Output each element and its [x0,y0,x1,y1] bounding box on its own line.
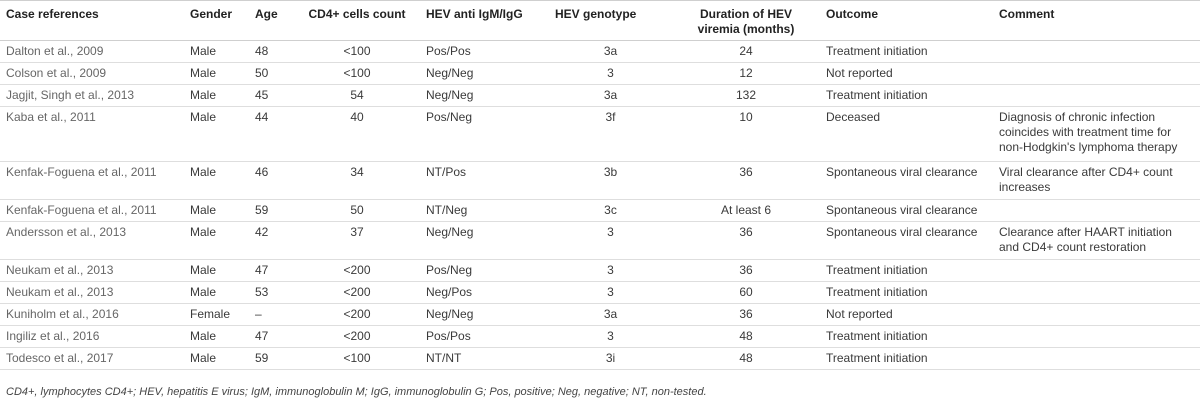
table-row [0,85,1200,107]
cell-cd4: 54 [294,85,420,107]
cell-reference: Neukam et al., 2013 [0,260,184,282]
cell-outcome: Not reported [820,63,993,85]
cell-outcome: Treatment initiation [820,260,993,282]
cell-outcome: Deceased [820,107,993,162]
cell-age: 45 [249,85,294,107]
cell-duration: 60 [672,282,820,304]
cell-hev-anti: Pos/Pos [420,41,549,63]
header-gender: Gender [184,1,249,41]
cell-gender: Male [184,63,249,85]
cell-comment [993,348,1200,370]
cell-comment: Viral clearance after CD4+ count increases [993,162,1200,200]
cell-cd4: <100 [294,41,420,63]
table-row [0,162,1200,200]
cell-reference: Colson et al., 2009 [0,63,184,85]
cell-age: 46 [249,162,294,200]
cell-comment [993,85,1200,107]
cell-genotype: 3i [549,348,672,370]
header-duration: Duration of HEV viremia (months) [672,1,820,41]
cell-reference: Ingiliz et al., 2016 [0,326,184,348]
cell-hev-anti: NT/Pos [420,162,549,200]
cell-genotype: 3 [549,326,672,348]
cell-genotype: 3 [549,63,672,85]
cell-age: 48 [249,41,294,63]
cell-outcome: Spontaneous viral clearance [820,200,993,222]
cell-genotype: 3 [549,222,672,260]
cell-duration: 10 [672,107,820,162]
cell-outcome: Spontaneous viral clearance [820,222,993,260]
cell-cd4: 40 [294,107,420,162]
table-row [0,63,1200,85]
cell-comment: Clearance after HAART initiation and CD4+ count restoration [993,222,1200,260]
cell-comment [993,63,1200,85]
table-row [0,107,1200,162]
header-row [0,1,1200,41]
table-footnote: CD4+, lymphocytes CD4+; HEV, hepatitis E virus; IgM, immunoglobulin M; IgG, immunoglobulin G; Pos, positive; Neg, negative; NT, non-tested. [6,386,707,398]
cell-hev-anti: Pos/Pos [420,326,549,348]
cell-gender: Male [184,348,249,370]
cell-age: 59 [249,348,294,370]
cell-gender: Male [184,282,249,304]
cell-hev-anti: Neg/Pos [420,282,549,304]
cell-age: 53 [249,282,294,304]
cell-outcome: Treatment initiation [820,282,993,304]
cell-cd4: 50 [294,200,420,222]
cell-hev-anti: Neg/Neg [420,85,549,107]
cell-comment [993,304,1200,326]
header-comment: Comment [993,1,1200,41]
table-row [0,41,1200,63]
cell-gender: Male [184,260,249,282]
cell-gender: Male [184,222,249,260]
cell-reference: Kaba et al., 2011 [0,107,184,162]
cell-outcome: Treatment initiation [820,85,993,107]
cell-age: 42 [249,222,294,260]
cell-duration: At least 6 [672,200,820,222]
cell-hev-anti: Neg/Neg [420,63,549,85]
cell-reference: Andersson et al., 2013 [0,222,184,260]
cell-duration: 36 [672,162,820,200]
cell-genotype: 3a [549,85,672,107]
table-row [0,222,1200,260]
cell-reference: Kuniholm et al., 2016 [0,304,184,326]
table-body [0,41,1200,370]
cell-genotype: 3a [549,41,672,63]
cell-cd4: 34 [294,162,420,200]
cell-hev-anti: Neg/Neg [420,304,549,326]
table-row [0,348,1200,370]
cell-reference: Kenfak-Foguena et al., 2011 [0,200,184,222]
cell-hev-anti: Pos/Neg [420,260,549,282]
cell-age: 44 [249,107,294,162]
cell-genotype: 3f [549,107,672,162]
cell-duration: 36 [672,304,820,326]
cell-gender: Male [184,200,249,222]
cell-cd4: <200 [294,260,420,282]
cell-reference: Dalton et al., 2009 [0,41,184,63]
cell-hev-anti: NT/NT [420,348,549,370]
cell-gender: Male [184,85,249,107]
table-row [0,260,1200,282]
table-row [0,326,1200,348]
cell-outcome: Spontaneous viral clearance [820,162,993,200]
cell-reference: Todesco et al., 2017 [0,348,184,370]
cell-comment [993,41,1200,63]
cell-duration: 36 [672,260,820,282]
cell-gender: Female [184,304,249,326]
cell-reference: Neukam et al., 2013 [0,282,184,304]
cell-comment [993,200,1200,222]
cell-cd4: <100 [294,348,420,370]
cell-gender: Male [184,162,249,200]
cell-gender: Male [184,107,249,162]
cell-cd4: <200 [294,282,420,304]
cell-comment [993,282,1200,304]
cell-age: 50 [249,63,294,85]
cell-cd4: <200 [294,304,420,326]
cell-comment: Diagnosis of chronic infection coincides with treatment time for non-Hodgkin's lymphoma therapy [993,107,1200,162]
table-row [0,282,1200,304]
header-hev-anti: HEV anti IgM/IgG [420,1,549,41]
cell-duration: 48 [672,348,820,370]
cell-genotype: 3 [549,282,672,304]
cell-age: – [249,304,294,326]
header-case-references: Case references [0,1,184,41]
cell-outcome: Treatment initiation [820,326,993,348]
cell-duration: 132 [672,85,820,107]
cell-hev-anti: NT/Neg [420,200,549,222]
cell-duration: 12 [672,63,820,85]
cell-duration: 24 [672,41,820,63]
cell-gender: Male [184,41,249,63]
cell-age: 59 [249,200,294,222]
cell-reference: Jagjit, Singh et al., 2013 [0,85,184,107]
table-row [0,200,1200,222]
table-row [0,304,1200,326]
cell-age: 47 [249,326,294,348]
cell-outcome: Treatment initiation [820,41,993,63]
cell-duration: 36 [672,222,820,260]
cell-gender: Male [184,326,249,348]
header-outcome: Outcome [820,1,993,41]
cell-cd4: 37 [294,222,420,260]
cell-cd4: <100 [294,63,420,85]
cell-reference: Kenfak-Foguena et al., 2011 [0,162,184,200]
cell-outcome: Not reported [820,304,993,326]
header-cd4-count: CD4+ cells count [294,1,420,41]
cell-genotype: 3 [549,260,672,282]
cell-cd4: <200 [294,326,420,348]
header-age: Age [249,1,294,41]
cell-genotype: 3a [549,304,672,326]
cell-duration: 48 [672,326,820,348]
cell-genotype: 3b [549,162,672,200]
cell-genotype: 3c [549,200,672,222]
cell-age: 47 [249,260,294,282]
header-hev-genotype: HEV genotype [549,1,672,41]
cell-comment [993,326,1200,348]
cell-hev-anti: Neg/Neg [420,222,549,260]
cell-comment [993,260,1200,282]
cell-hev-anti: Pos/Neg [420,107,549,162]
cell-outcome: Treatment initiation [820,348,993,370]
